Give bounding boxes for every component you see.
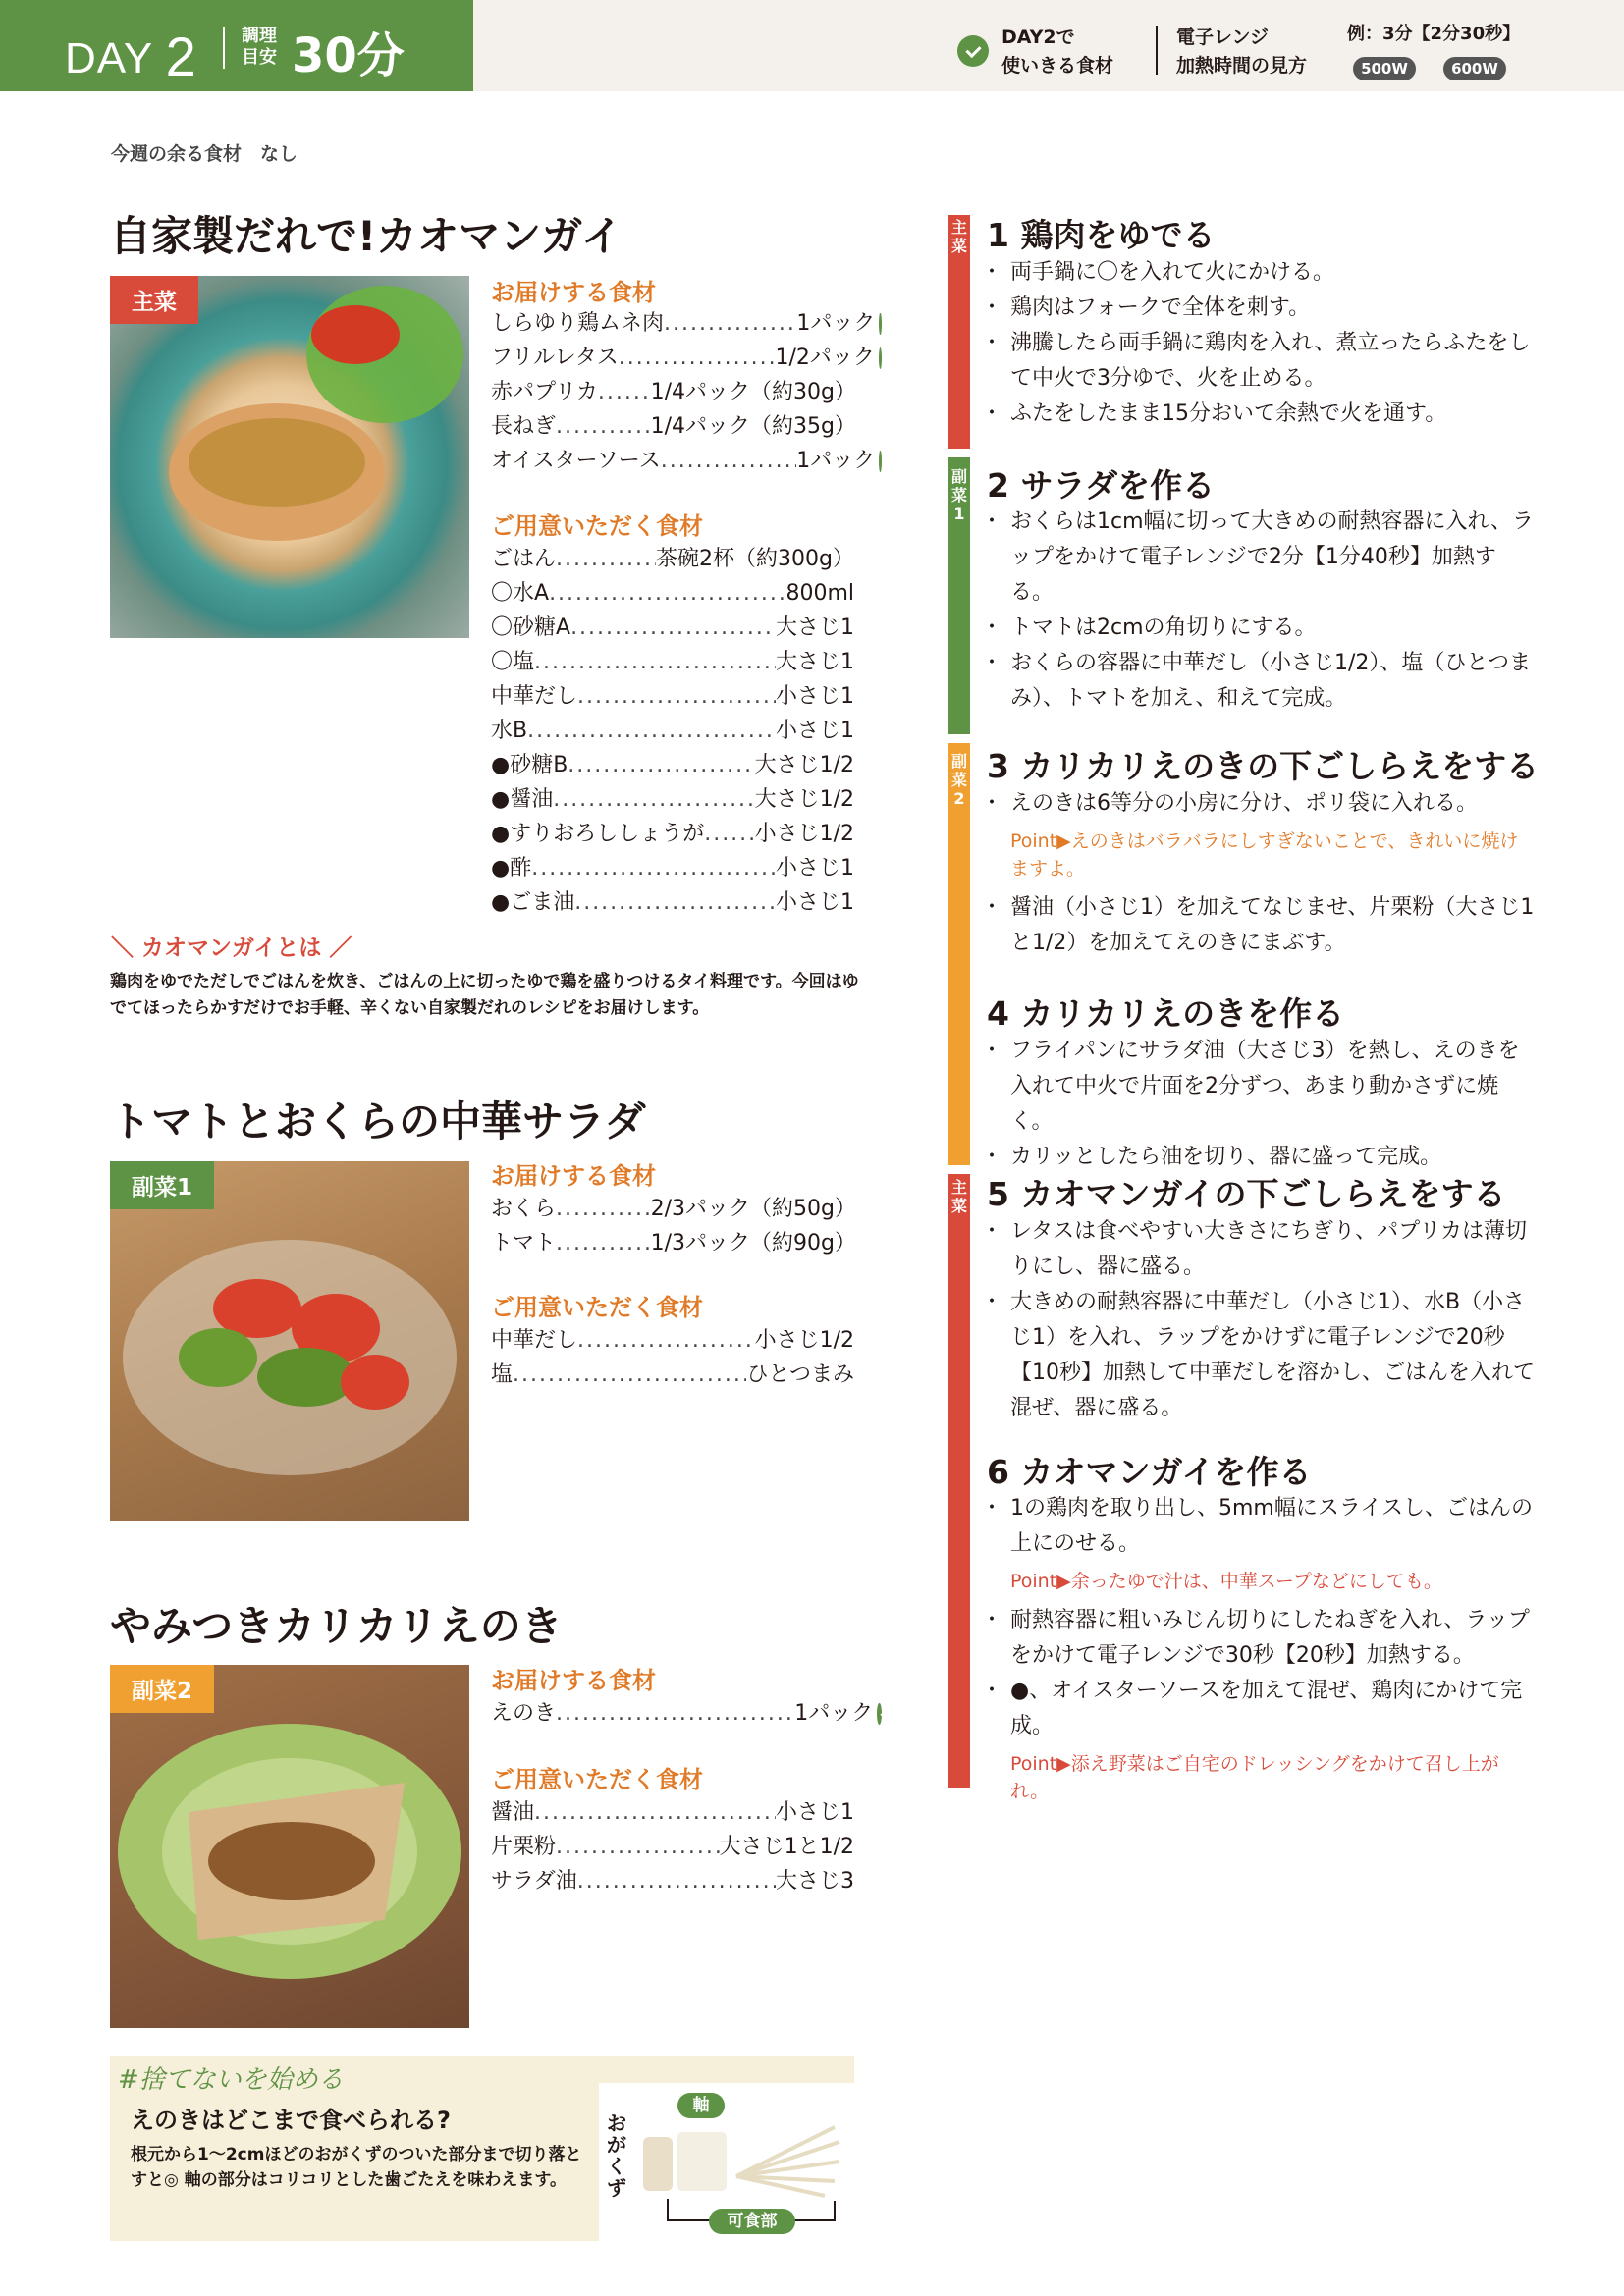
divider: [223, 27, 225, 69]
step-item: ・ おくらは1cm幅に切って大きめの耐熱容器に入れ、ラップをかけて電子レンジで2分【1分40秒】加熱する。: [986, 505, 1536, 611]
step-item: ・ ●、オイスターソースを加えて混ぜ、鶏肉にかけて完成。: [986, 1674, 1536, 1744]
step-item: ・ えのきは6等分の小房に分け、ポリ袋に入れる。: [986, 786, 1536, 822]
ingredient-row: おくら ..... 2/3パック（約50g）: [491, 1192, 856, 1226]
ingredient-row: 醤油 ..... 小さじ1: [491, 1795, 854, 1830]
cook-time: 30分: [292, 28, 405, 83]
cook-time-label: 調理 目安: [242, 26, 277, 68]
salad-photo: [110, 1161, 469, 1521]
page-header: [0, 0, 1624, 91]
step-title: 2 サラダを作る: [987, 466, 1216, 505]
stem-label: 軸: [677, 2093, 725, 2118]
day-banner: [0, 0, 473, 91]
enoki-photo: [110, 1665, 469, 2028]
ingredient-row: 〇塩 ..... 大さじ1: [491, 645, 854, 679]
bar-label: 主菜: [950, 218, 967, 255]
check-icon: [879, 313, 882, 335]
delivered-heading: お届けする食材: [491, 1667, 656, 1694]
enoki-diagram: [599, 2083, 854, 2241]
prepare-list: [491, 542, 854, 920]
delivered-list: [491, 1192, 856, 1260]
step-body: [986, 1491, 1536, 1813]
step-item: ・ 両手鍋に〇を入れて火にかける。: [986, 255, 1536, 291]
step-body: [986, 786, 1536, 961]
step-item: ・ トマトは2cmの角切りにする。: [986, 611, 1536, 646]
prepare-list: [491, 1795, 854, 1898]
dish-tag: 副菜1: [110, 1161, 214, 1209]
step-title: 4 カリカリえのきを作る: [987, 994, 1345, 1033]
ingredient-row: ごはん ..... 茶碗2杯（約300g）: [491, 542, 854, 576]
ingredient-row: 中華だし ..... 小さじ1: [491, 679, 854, 714]
step-item: ・ フライパンにサラダ油（大さじ3）を熱し、えのきを入れて中火で片面を2分ずつ、あまり動かさずに焼く。: [986, 1034, 1536, 1140]
ingredient-row: サラダ油 ..... 大さじ3: [491, 1864, 854, 1898]
kaomangai-photo: [110, 276, 469, 638]
dish-title: 自家製だれで!カオマンガイ: [110, 212, 623, 260]
leftover-note: 今週の余る食材 なし: [111, 143, 298, 165]
ingredient-row: ●醤油 ..... 大さじ1/2: [491, 782, 854, 817]
delivered-list: [491, 1696, 882, 1731]
use-up-legend: DAY2で 使いきる食材: [1001, 27, 1114, 77]
step-item: ・ レタスは食べやすい大きさにちぎり、パプリカは薄切りにし、器に盛る。: [986, 1214, 1536, 1285]
dish-tag: 副菜2: [110, 1665, 214, 1713]
delivered-heading: お届けする食材: [491, 279, 656, 306]
step-title: 6 カオマンガイを作る: [987, 1453, 1312, 1491]
step-item: ・ 耐熱容器に粗いみじん切りにしたねぎを入れ、ラップをかけて電子レンジで30秒【20秒】加熱する。: [986, 1603, 1536, 1674]
ingredient-row: オイスターソース ..... 1パック: [491, 444, 882, 478]
prepare-heading: ご用意いただく食材: [491, 1766, 703, 1793]
ingredient-row: 〇水A ..... 800ml: [491, 576, 854, 611]
delivered-list: [491, 306, 882, 478]
day-label: DAY 2: [65, 26, 197, 87]
ingredient-row: 水B ..... 小さじ1: [491, 714, 854, 748]
microwave-legend: 電子レンジ 加熱時間の見方: [1176, 27, 1308, 77]
ingredient-row: ●すりおろししょうが ..... 小さじ1/2: [491, 817, 854, 851]
step-title: 3 カリカリえのきの下ごしらえをする: [987, 747, 1540, 785]
edible-label: 可食部: [709, 2209, 795, 2234]
step-title: 1 鶏肉をゆでる: [987, 216, 1216, 254]
point-note: Point▶余ったゆで汁は、中華スープなどにしても。: [1010, 1571, 1442, 1592]
prepare-list: [491, 1323, 854, 1392]
step-body: [986, 1214, 1536, 1426]
dish-illustration: [110, 1665, 469, 2028]
step-body: [986, 1034, 1536, 1175]
step-title: 5 カオマンガイの下ごしらえをする: [987, 1175, 1506, 1213]
dish-illustration: [110, 1161, 469, 1521]
ingredient-row: 赤パプリカ ..... 1/4パック（約30g）: [491, 375, 856, 409]
step-item: ・ 大きめの耐熱容器に中華だし（小さじ1）、水B（小さじ1）を入れ、ラップをかけずに電子レンジで20秒【10秒】加熱して中華だしを溶かし、ごはんを入れて混ぜ、器に盛る。: [986, 1285, 1536, 1426]
bar-label: 主菜: [950, 1178, 967, 1215]
sawdust-label: おがくず: [607, 2111, 626, 2200]
prepare-heading: ご用意いただく食材: [491, 1294, 703, 1321]
step-body: [986, 505, 1536, 717]
check-icon: [879, 347, 882, 369]
step-item: ・ 鶏肉はフォークで全体を刺す。: [986, 291, 1536, 326]
divider: [1156, 26, 1158, 75]
dish-title: やみつきカリカリえのき: [110, 1602, 563, 1650]
about-heading: ＼ カオマンガイとは ／: [111, 935, 352, 961]
check-icon: [957, 35, 989, 67]
ingredient-row: 〇砂糖A ..... 大さじ1: [491, 611, 854, 645]
tip-answer: 根元から1～2cmほどのおがくずのついた部分まで切り落とすと◎ 軸の部分はコリコリとした歯ごたえを味わえます。: [131, 2145, 582, 2190]
tip-question: えのきはどこまで食べられる?: [131, 2107, 451, 2134]
step-item: ・ 醤油（小さじ1）を加えてなじませ、片栗粉（大さじ1と1/2）を加えてえのきにまぶす。: [986, 890, 1536, 961]
about-text: 鶏肉をゆでただしでごはんを炊き、ごはんの上に切ったゆで鶏を盛りつけるタイ料理です。今回はゆでてほったらかすだけでお手軽、辛くない自家製だれのレシピをお届けします。: [110, 972, 859, 1018]
ingredient-row: フリルレタス ..... 1/2パック: [491, 341, 882, 375]
check-icon: [877, 1703, 882, 1725]
ingredient-row: えのき ..... 1パック: [491, 1696, 882, 1731]
prepare-heading: ご用意いただく食材: [491, 512, 703, 540]
ingredient-row: 長ねぎ ..... 1/4パック（約35g）: [491, 409, 856, 444]
ingredient-row: 片栗粉 ..... 大さじ1と1/2: [491, 1830, 854, 1864]
ingredient-row: ●砂糖B ..... 大さじ1/2: [491, 748, 854, 782]
step-item: ・ おくらの容器に中華だし（小さじ1/2）、塩（ひとつまみ）、トマトを加え、和えて完成。: [986, 646, 1536, 717]
ingredient-row: ●ごま油 ..... 小さじ1: [491, 885, 854, 920]
wattage-500-badge: 500W: [1353, 57, 1416, 80]
wattage-600-badge: 600W: [1443, 57, 1506, 80]
step-item: ・ ふたをしたまま15分おいて余熱で火を通す。: [986, 397, 1536, 432]
dish-illustration: [110, 276, 469, 638]
delivered-heading: お届けする食材: [491, 1162, 656, 1190]
check-icon: [879, 451, 882, 472]
bar-label: 副菜2: [950, 752, 967, 808]
ingredient-row: トマト ..... 1/3パック（約90g）: [491, 1226, 856, 1260]
tip-hashtag: #捨てないを始める: [118, 2065, 344, 2095]
step-item: ・ 1の鶏肉を取り出し、5mm幅にスライスし、ごはんの上にのせる。: [986, 1491, 1536, 1562]
step-body: [986, 255, 1536, 432]
point-note: Point▶添え野菜はご自宅のドレッシングをかけて召し上がれ。: [1010, 1753, 1499, 1802]
point-note: Point▶えのきはバラバラにしすぎないことで、きれいに焼けますよ。: [1010, 830, 1519, 880]
ingredient-row: しらゆり鶏ムネ肉 ..... 1パック: [491, 306, 882, 341]
dish-title: トマトとおくらの中華サラダ: [110, 1097, 646, 1146]
dish-tag: 主菜: [110, 276, 198, 324]
step-bar: [948, 1174, 970, 1788]
step-item: ・ カリッとしたら油を切り、器に盛って完成。: [986, 1140, 1536, 1175]
microwave-example: 例：3分【2分30秒】: [1347, 24, 1521, 44]
ingredient-row: ●酢 ..... 小さじ1: [491, 851, 854, 885]
ingredient-row: 塩 ..... ひとつまみ: [491, 1358, 854, 1392]
ingredient-row: 中華だし ..... 小さじ1/2: [491, 1323, 854, 1358]
bar-label: 副菜1: [950, 467, 967, 523]
step-item: ・ 沸騰したら両手鍋に鶏肉を入れ、煮立ったらふたをして中火で3分ゆで、火を止める。: [986, 326, 1536, 397]
